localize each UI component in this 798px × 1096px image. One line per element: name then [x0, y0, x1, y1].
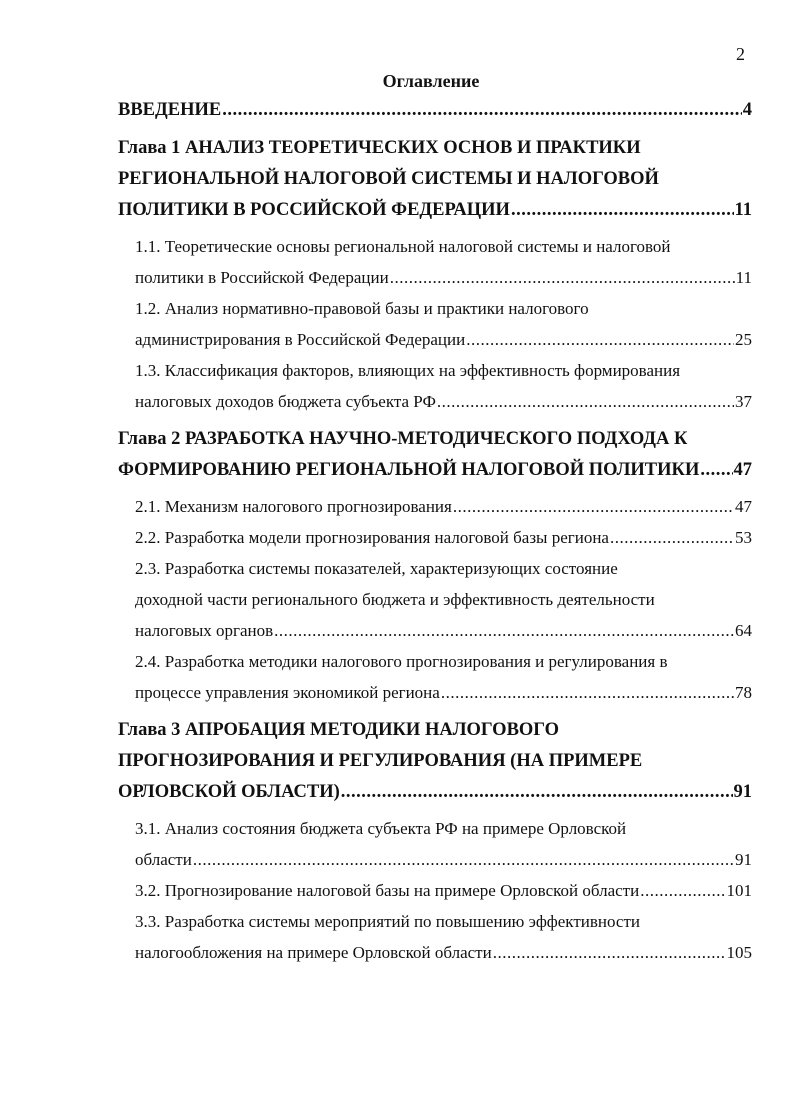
- entry-text: налогообложения на примере Орловской области: [135, 943, 492, 962]
- toc-section-entry[interactable]: [135, 293, 752, 355]
- dot-leader: [193, 844, 734, 875]
- toc-chapter-entry[interactable]: [118, 133, 752, 226]
- entry-text: Глава 2 РАЗРАБОТКА НАУЧНО-МЕТОДИЧЕСКОГО ПОДХОДА К: [118, 429, 688, 449]
- entry-text: 2.4. Разработка методики налогового прогнозирования и регулирования в: [135, 652, 668, 671]
- toc-line: [135, 553, 752, 584]
- entry-page-number: 64: [735, 621, 752, 640]
- toc-line: [118, 777, 752, 808]
- entry-text: политики в Российской Федерации: [135, 268, 389, 287]
- toc-line: [135, 386, 752, 417]
- entry-text: ПОЛИТИКИ В РОССИЙСКОЙ ФЕДЕРАЦИИ: [118, 200, 510, 220]
- entry-text: 3.3. Разработка системы мероприятий по повышению эффективности: [135, 912, 640, 931]
- entry-page-number: 53: [735, 528, 752, 547]
- toc-line: [118, 746, 752, 777]
- toc-line: [135, 615, 752, 646]
- page-number: 2: [736, 44, 745, 64]
- toc-chapter-entry[interactable]: [118, 424, 752, 486]
- toc-section-entry[interactable]: [135, 355, 752, 417]
- entry-text: администрирования в Российской Федерации: [135, 330, 466, 349]
- toc-line: [135, 262, 752, 293]
- entry-text: 2.1. Механизм налогового прогнозирования: [135, 497, 452, 516]
- dot-leader: [466, 324, 734, 355]
- toc-line: [118, 133, 752, 164]
- dot-leader: [437, 386, 734, 417]
- dot-leader: [390, 262, 735, 293]
- entry-text: Глава 3 АПРОБАЦИЯ МЕТОДИКИ НАЛОГОВОГО: [118, 720, 560, 740]
- entry-page-number: 105: [726, 943, 752, 962]
- toc-line: [135, 355, 752, 386]
- dot-leader: [222, 95, 742, 126]
- entry-text: процессе управления экономикой региона: [135, 683, 440, 702]
- entry-page-number: 47: [733, 460, 752, 480]
- toc-line: [135, 646, 752, 677]
- toc-line: [135, 324, 752, 355]
- toc-line: [118, 195, 752, 226]
- toc-title: Оглавление: [382, 71, 480, 91]
- entry-page-number: 91: [735, 850, 752, 869]
- toc-section-entry[interactable]: [135, 813, 752, 875]
- toc-line: [118, 164, 752, 195]
- entry-text: налоговых доходов бюджета субъекта РФ: [135, 392, 436, 411]
- toc-line: [135, 677, 752, 708]
- entry-text: ВВЕДЕНИЕ: [118, 100, 222, 120]
- toc-section-entry[interactable]: [135, 875, 752, 906]
- toc-section-entry[interactable]: [135, 553, 752, 646]
- entry-page-number: 47: [735, 497, 752, 516]
- entry-text: 3.1. Анализ состояния бюджета субъекта РФ на примере Орловской: [135, 819, 627, 838]
- toc-line: [135, 584, 752, 615]
- toc-section-entry[interactable]: [135, 906, 752, 968]
- entry-page-number: 11: [735, 268, 752, 287]
- toc-line: [135, 906, 752, 937]
- dot-leader: [610, 522, 734, 553]
- dot-leader: [700, 455, 732, 486]
- dot-leader: [341, 777, 733, 808]
- toc-line: [135, 522, 752, 553]
- dot-leader: [441, 677, 734, 708]
- dot-leader: [640, 875, 725, 906]
- toc-line: [118, 455, 752, 486]
- entry-text: 3.2. Прогнозирование налоговой базы на примере Орловской области: [135, 881, 640, 900]
- dot-leader: [493, 937, 726, 968]
- toc-line: [118, 424, 752, 455]
- entry-text: 2.3. Разработка системы показателей, характеризующих состояние: [135, 559, 618, 578]
- toc-line: [135, 491, 752, 522]
- dot-leader: [453, 491, 734, 522]
- toc-line: [118, 95, 752, 126]
- dot-leader: [511, 195, 734, 226]
- entry-page-number: 4: [742, 100, 752, 120]
- entry-page-number: 78: [735, 683, 752, 702]
- toc-section-entry[interactable]: [135, 522, 752, 553]
- entry-page-number: 91: [733, 782, 752, 802]
- toc-line: [118, 715, 752, 746]
- entry-text: ОРЛОВСКОЙ ОБЛАСТИ): [118, 782, 340, 802]
- toc-section-entry[interactable]: [135, 491, 752, 522]
- toc-line: [135, 293, 752, 324]
- entry-text: Глава 1 АНАЛИЗ ТЕОРЕТИЧЕСКИХ ОСНОВ И ПРАКТИКИ: [118, 138, 641, 158]
- toc-chapter-entry[interactable]: [118, 95, 752, 126]
- toc-line: [135, 231, 752, 262]
- entry-text: доходной части регионального бюджета и эффективность деятельности: [135, 590, 655, 609]
- entry-text: ФОРМИРОВАНИЮ РЕГИОНАЛЬНОЙ НАЛОГОВОЙ ПОЛИТИКИ: [118, 460, 700, 480]
- entry-text: 1.3. Классификация факторов, влияющих на эффективность формирования: [135, 361, 681, 380]
- toc-section-entry[interactable]: [135, 646, 752, 708]
- entry-text: области: [135, 850, 192, 869]
- dot-leader: [274, 615, 734, 646]
- entry-text: ПРОГНОЗИРОВАНИЯ И РЕГУЛИРОВАНИЯ (НА ПРИМЕРЕ: [118, 751, 643, 771]
- toc-line: [135, 937, 752, 968]
- toc-line: [135, 875, 752, 906]
- entry-page-number: 37: [735, 392, 752, 411]
- toc-line: [135, 844, 752, 875]
- entry-page-number: 101: [726, 881, 752, 900]
- entry-text: 1.1. Теоретические основы региональной налоговой системы и налоговой: [135, 237, 671, 256]
- toc-line: [135, 813, 752, 844]
- entry-page-number: 11: [734, 200, 752, 220]
- entry-text: налоговых органов: [135, 621, 274, 640]
- table-of-contents: [118, 95, 752, 968]
- toc-chapter-entry[interactable]: [118, 715, 752, 808]
- entry-text: РЕГИОНАЛЬНОЙ НАЛОГОВОЙ СИСТЕМЫ И НАЛОГОВОЙ: [118, 169, 659, 189]
- entry-page-number: 25: [735, 330, 752, 349]
- toc-section-entry[interactable]: [135, 231, 752, 293]
- entry-text: 2.2. Разработка модели прогнозирования налоговой базы региона: [135, 528, 609, 547]
- entry-text: 1.2. Анализ нормативно-правовой базы и практики налогового: [135, 299, 589, 318]
